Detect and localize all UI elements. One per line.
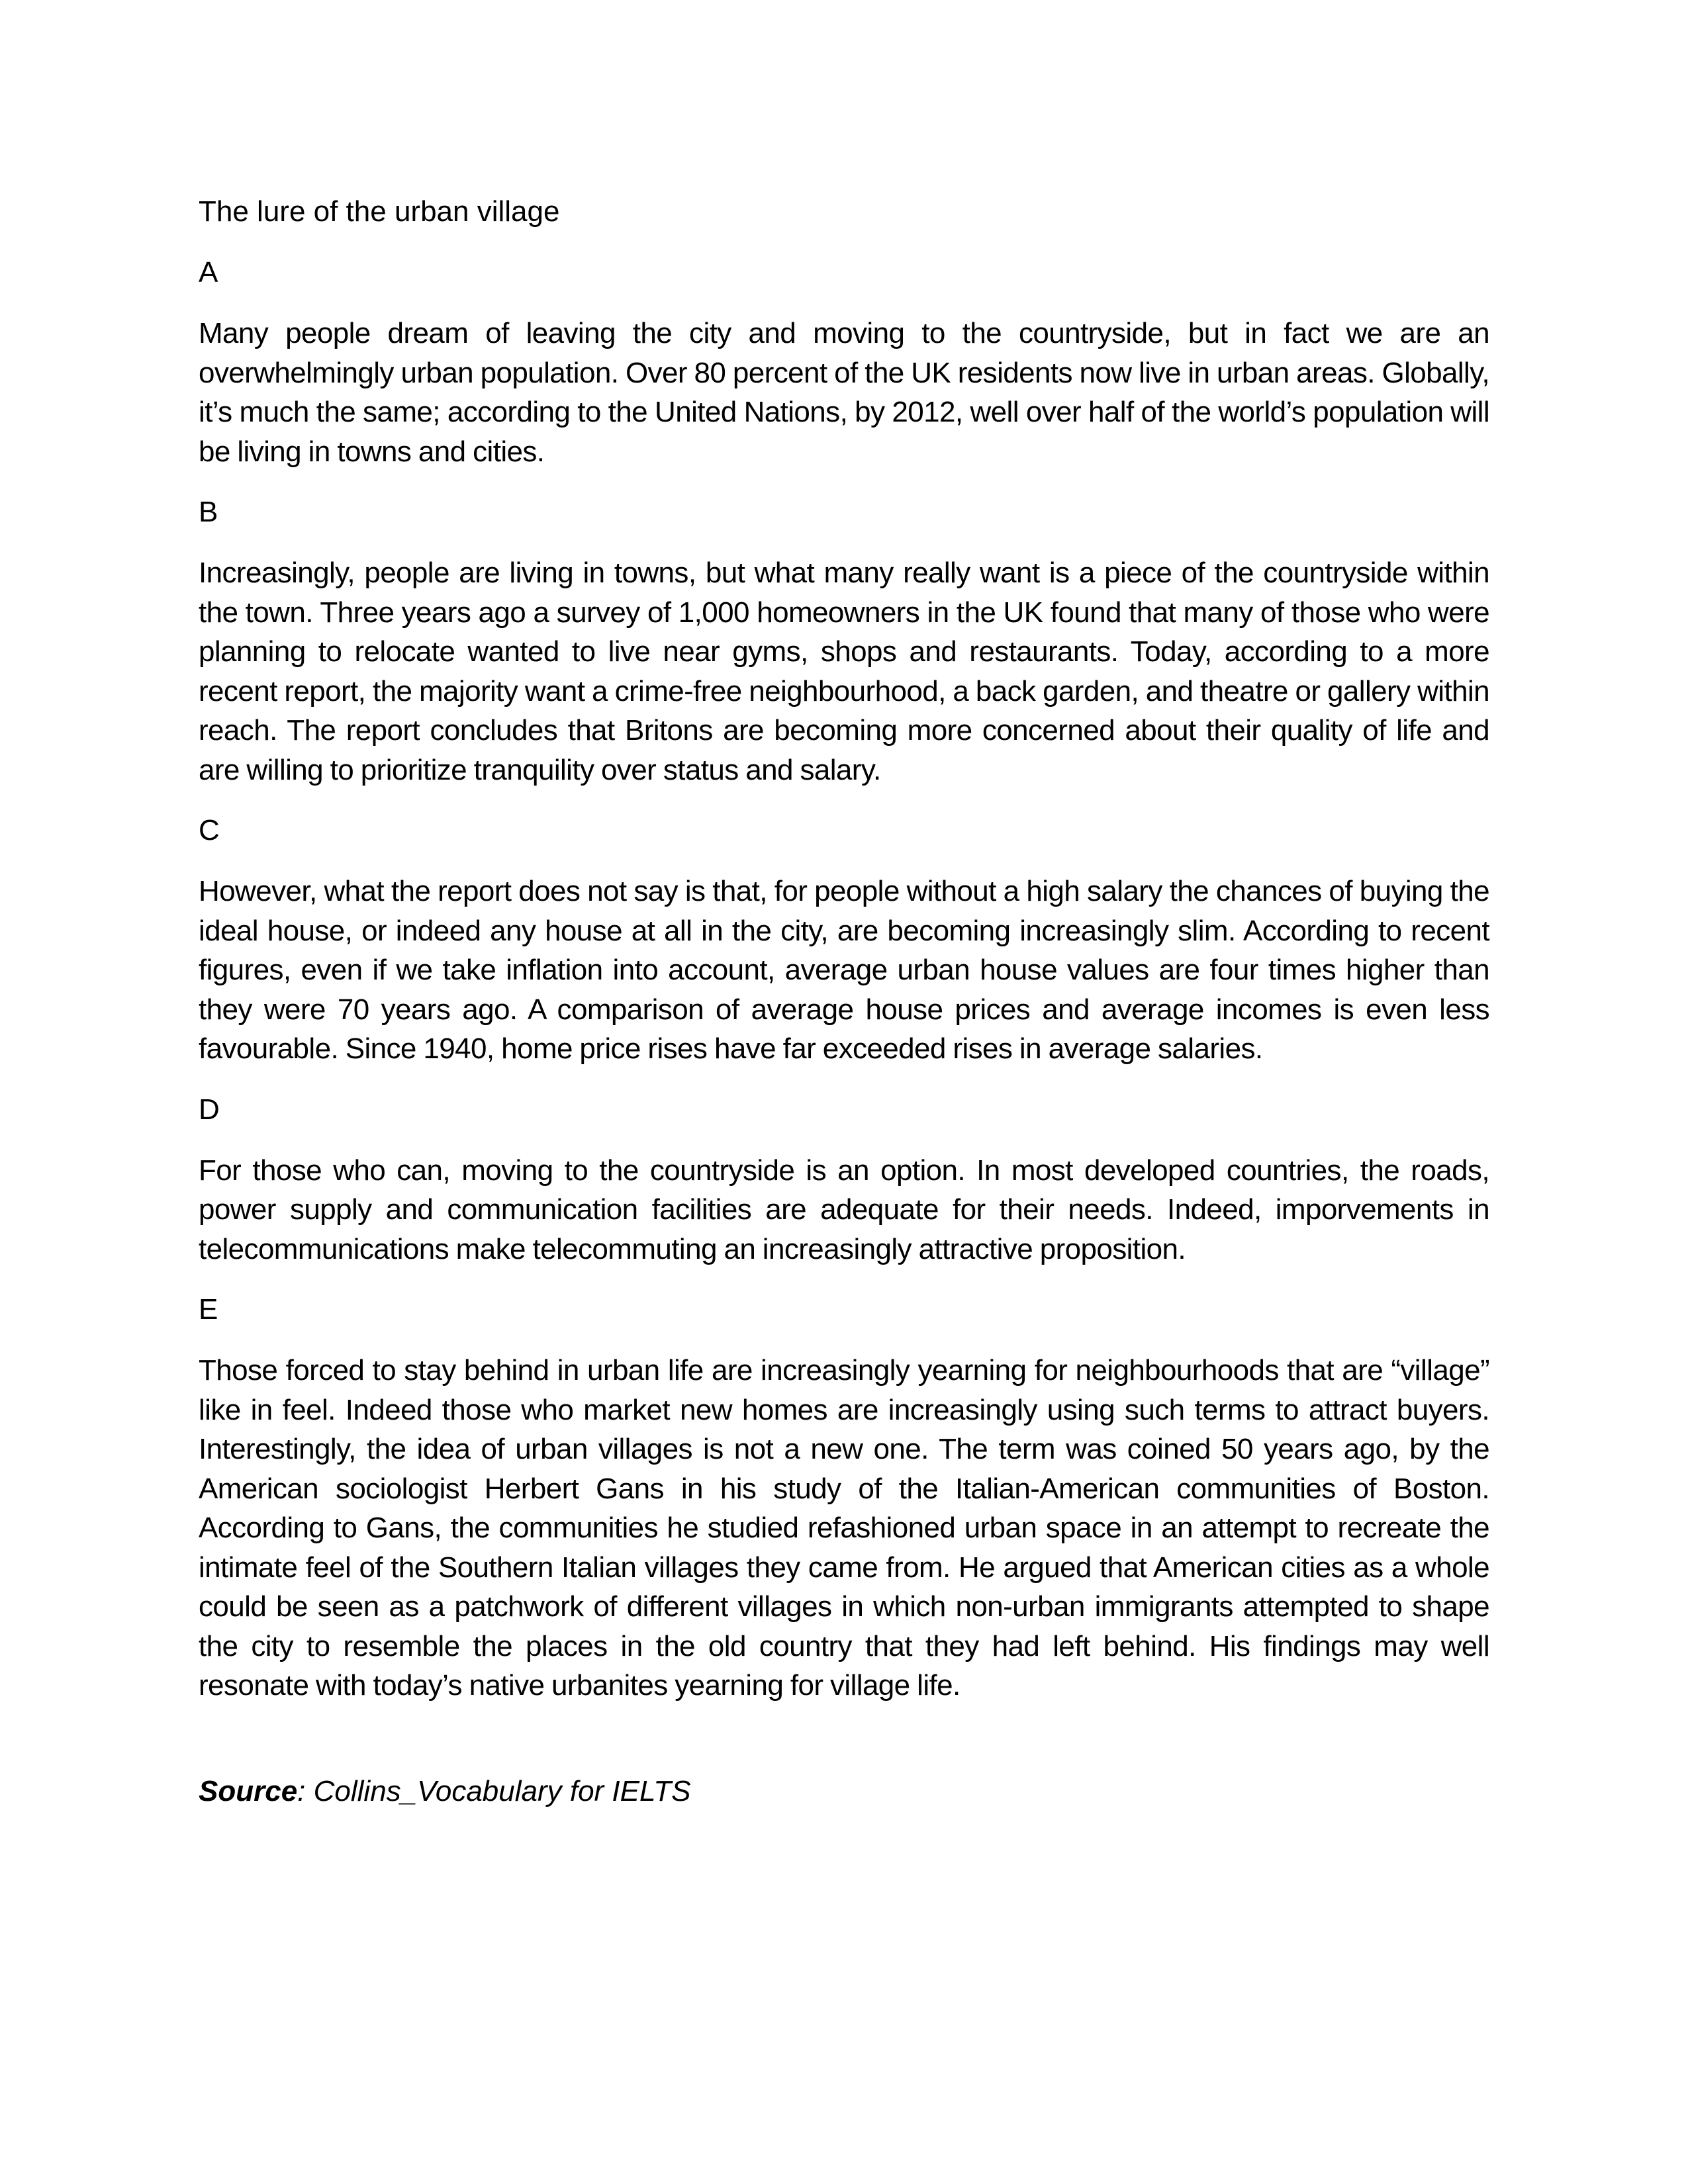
section-paragraph: For those who can, moving to the countryside is an option. In most developed countries, the roads, power supply and communication facilities are adequate for their needs. Indeed, imporvements in telecommunications make telecommuting an increasingly attractive proposition. bbox=[199, 1154, 1489, 1265]
source-label: Source bbox=[199, 1774, 298, 1807]
document-title: The lure of the urban village bbox=[199, 195, 560, 228]
section-a bbox=[199, 253, 1489, 471]
section-paragraph: Those forced to stay behind in urban life are increasingly yearning for neighbourhoods that are “village” like in feel. Indeed those who market new homes are increasingly using such terms to attract buyers. Interestingly, the idea of urban villages is not a new one. The term was coined 50 years ago, by the American sociologist Herbert Gans in his study of the Italian-American communities of Boston. According to Gans, the communities he studied refashioned urban space in an attempt to recreate the intimate feel of the Southern Italian villages they came from. He argued that American cities as a whole could be seen as a patchwork of different villages in which non-urban immigrants attempted to shape the city to resemble the places in the old country that they had left behind. His findings may well resonate with today’s native urbanites yearning for village life. bbox=[199, 1354, 1489, 1702]
document-page bbox=[199, 192, 1489, 1811]
section-b bbox=[199, 492, 1489, 790]
section-paragraph: Many people dream of leaving the city and moving to the countryside, but in fact we are an overwhelmingly urban population. Over 80 percent of the UK residents now live in urban areas. Globally, it’s much the same; according to the United Nations, by 2012, well over half of the world’s population will be living in towns and cities. bbox=[199, 317, 1489, 468]
section-c bbox=[199, 811, 1489, 1069]
section-letter: B bbox=[199, 496, 218, 528]
source-citation bbox=[199, 1772, 1489, 1811]
section-letter: D bbox=[199, 1093, 220, 1126]
section-paragraph: However, what the report does not say is that, for people without a high salary the chances of buying the ideal house, or indeed any house at all in the city, are becoming increasingly slim. According to recent figures, even if we take inflation into account, average urban house values are four times higher than they were 70 years ago. A comparison of average house prices and average incomes is even less favourable. Since 1940, home price rises have far exceeded rises in average salaries. bbox=[199, 875, 1489, 1065]
section-letter: E bbox=[199, 1293, 218, 1326]
section-letter: C bbox=[199, 814, 220, 846]
section-e bbox=[199, 1290, 1489, 1706]
source-value: : Collins_Vocabulary for IELTS bbox=[297, 1774, 691, 1807]
section-paragraph: Increasingly, people are living in towns, but what many really want is a piece of the countryside within the town. Three years ago a survey of 1,000 homeowners in the UK found that many of those who were planning to relocate wanted to live near gyms, shops and restaurants. Today, according to a more recent report, the majority want a crime-free neighbourhood, a back garden, and theatre or gallery within reach. The report concludes that Britons are becoming more concerned about their quality of life and are willing to prioritize tranquility over status and salary. bbox=[199, 557, 1489, 786]
section-letter: A bbox=[199, 256, 218, 289]
section-d bbox=[199, 1090, 1489, 1269]
